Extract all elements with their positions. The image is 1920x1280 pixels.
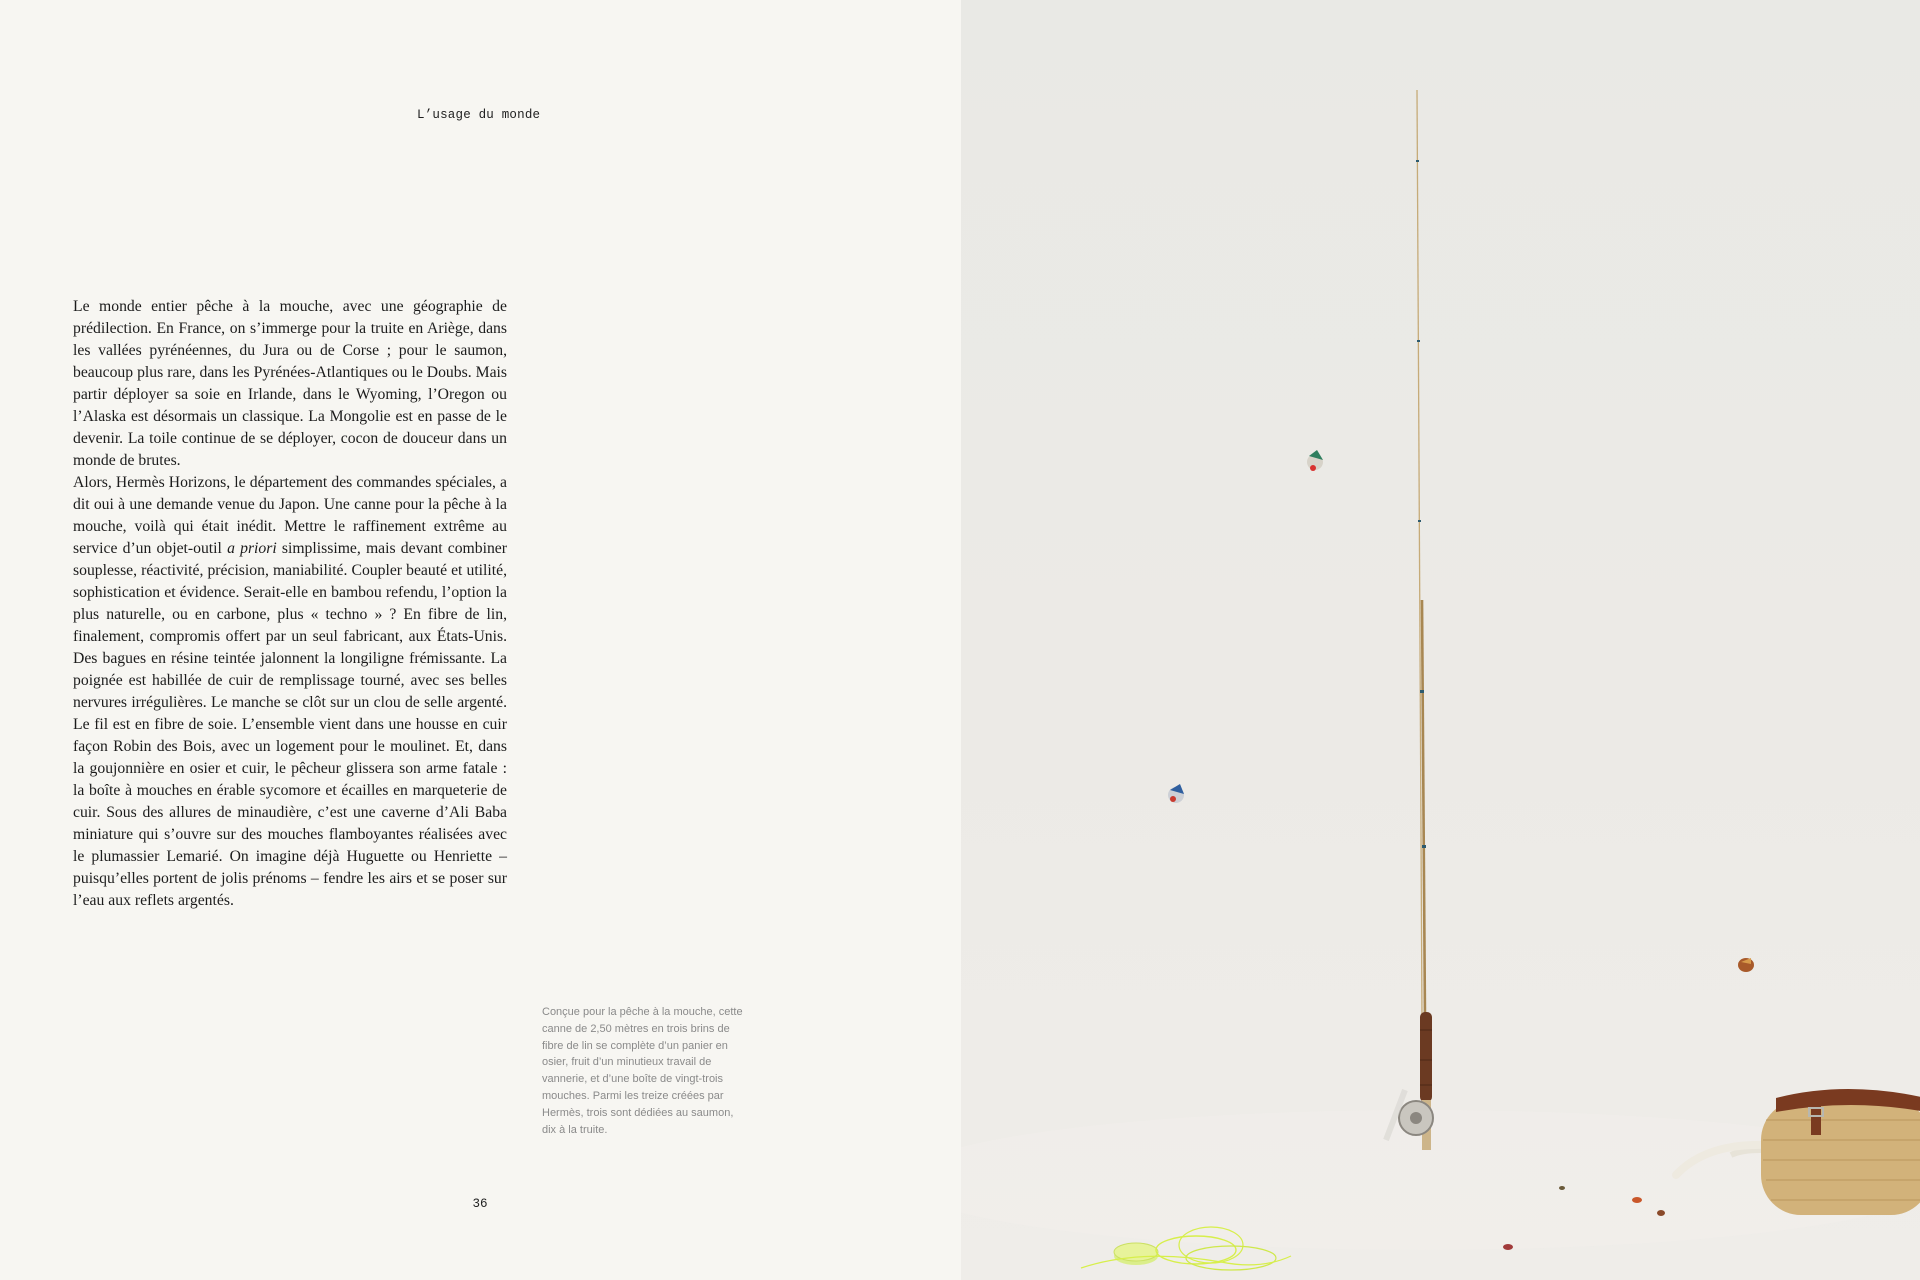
- article-body: [73, 296, 507, 912]
- paragraph-1: Le monde entier pêche à la mouche, avec une géographie de prédilection. En France, on s’immerge pour la truite en Ariège, dans les vallées pyrénéennes, du Jura ou de Corse ; pour le saumon, beaucoup plus rare, dans les Pyrénées-Atlantiques ou le Doubs. Mais partir déployer sa soie en Irlande, dans le Wyoming, l’Oregon ou l’Alaska est désormais un classique. La Mongolie est en passe de le devenir. La toile continue de se déployer, cocon de douceur dans un monde de brutes.: [73, 298, 507, 469]
- fly-lure-3: [1738, 958, 1754, 972]
- paragraph-2: [73, 472, 507, 912]
- page-number: 36: [472, 1197, 488, 1211]
- fly-lure-1: [1307, 450, 1323, 471]
- running-head: L’usage du monde: [417, 108, 541, 122]
- paragraph-2-start: Alors, Hermès Horizons, le département des commandes spéciales, a dit oui à une demande venue du Japon. Une canne pour la pêche à la mouche, voilà qui était inédit. Mettre le raffinement extrême au service d’un objet-outil: [73, 474, 507, 557]
- fishing-rod: [1386, 90, 1433, 1150]
- fishing-rod-photo: [961, 0, 1920, 1280]
- fly-lure-2: [1168, 784, 1184, 803]
- photo-caption: Conçue pour la pêche à la mouche, cette canne de 2,50 mètres en trois brins de fibre de lin se complète d’un panier en osier, fruit d’un minutieux travail de vannerie, et d’une boîte de vingt-trois mouches. Parmi les treize créées par Hermès, trois sont dédiées au saumon, dix à la truite.: [542, 1006, 743, 1136]
- paragraph-2-end: simplissime, mais devant combiner souplesse, réactivité, précision, maniabilité. Coupler beauté et utilité, sophistication et évidence. Serait-elle en bambou refendu, l’option la plus naturelle, ou en carbone, plus « techno » ? En fibre de lin, finalement, compromis offert par un seul fabricant, aux États-Unis. Des bagues en résine teintée jalonnent la longiligne frémissante. La poignée est habillée de cuir de remplissage tourné, avec ses belles nervures irrégulières. Le manche se clôt sur un clou de selle argenté. Le fil est en fibre de soie. L’ensemble vient dans une housse en cuir façon Robin des Bois, avec un logement pour le moulinet. Et, dans la goujonnière en osier et cuir, le pêcheur glissera son arme fatale : la boîte à mouches en érable sycomore et écailles en marqueterie de cuir. Sous des allures de minaudière, c’est une caverne d’Ali Baba miniature qui s’ouvre sur des mouches flamboyantes réalisées avec le plumassier Lemarié. On imagine déjà Huguette ou Henriette – puisqu’elles portent de jolis prénoms – fendre les airs et se poser sur l’eau aux reflets argentés.: [73, 540, 507, 909]
- rod-handle: [1420, 1012, 1432, 1102]
- italic-phrase: a priori: [227, 540, 277, 557]
- photo-page: [961, 0, 1920, 1280]
